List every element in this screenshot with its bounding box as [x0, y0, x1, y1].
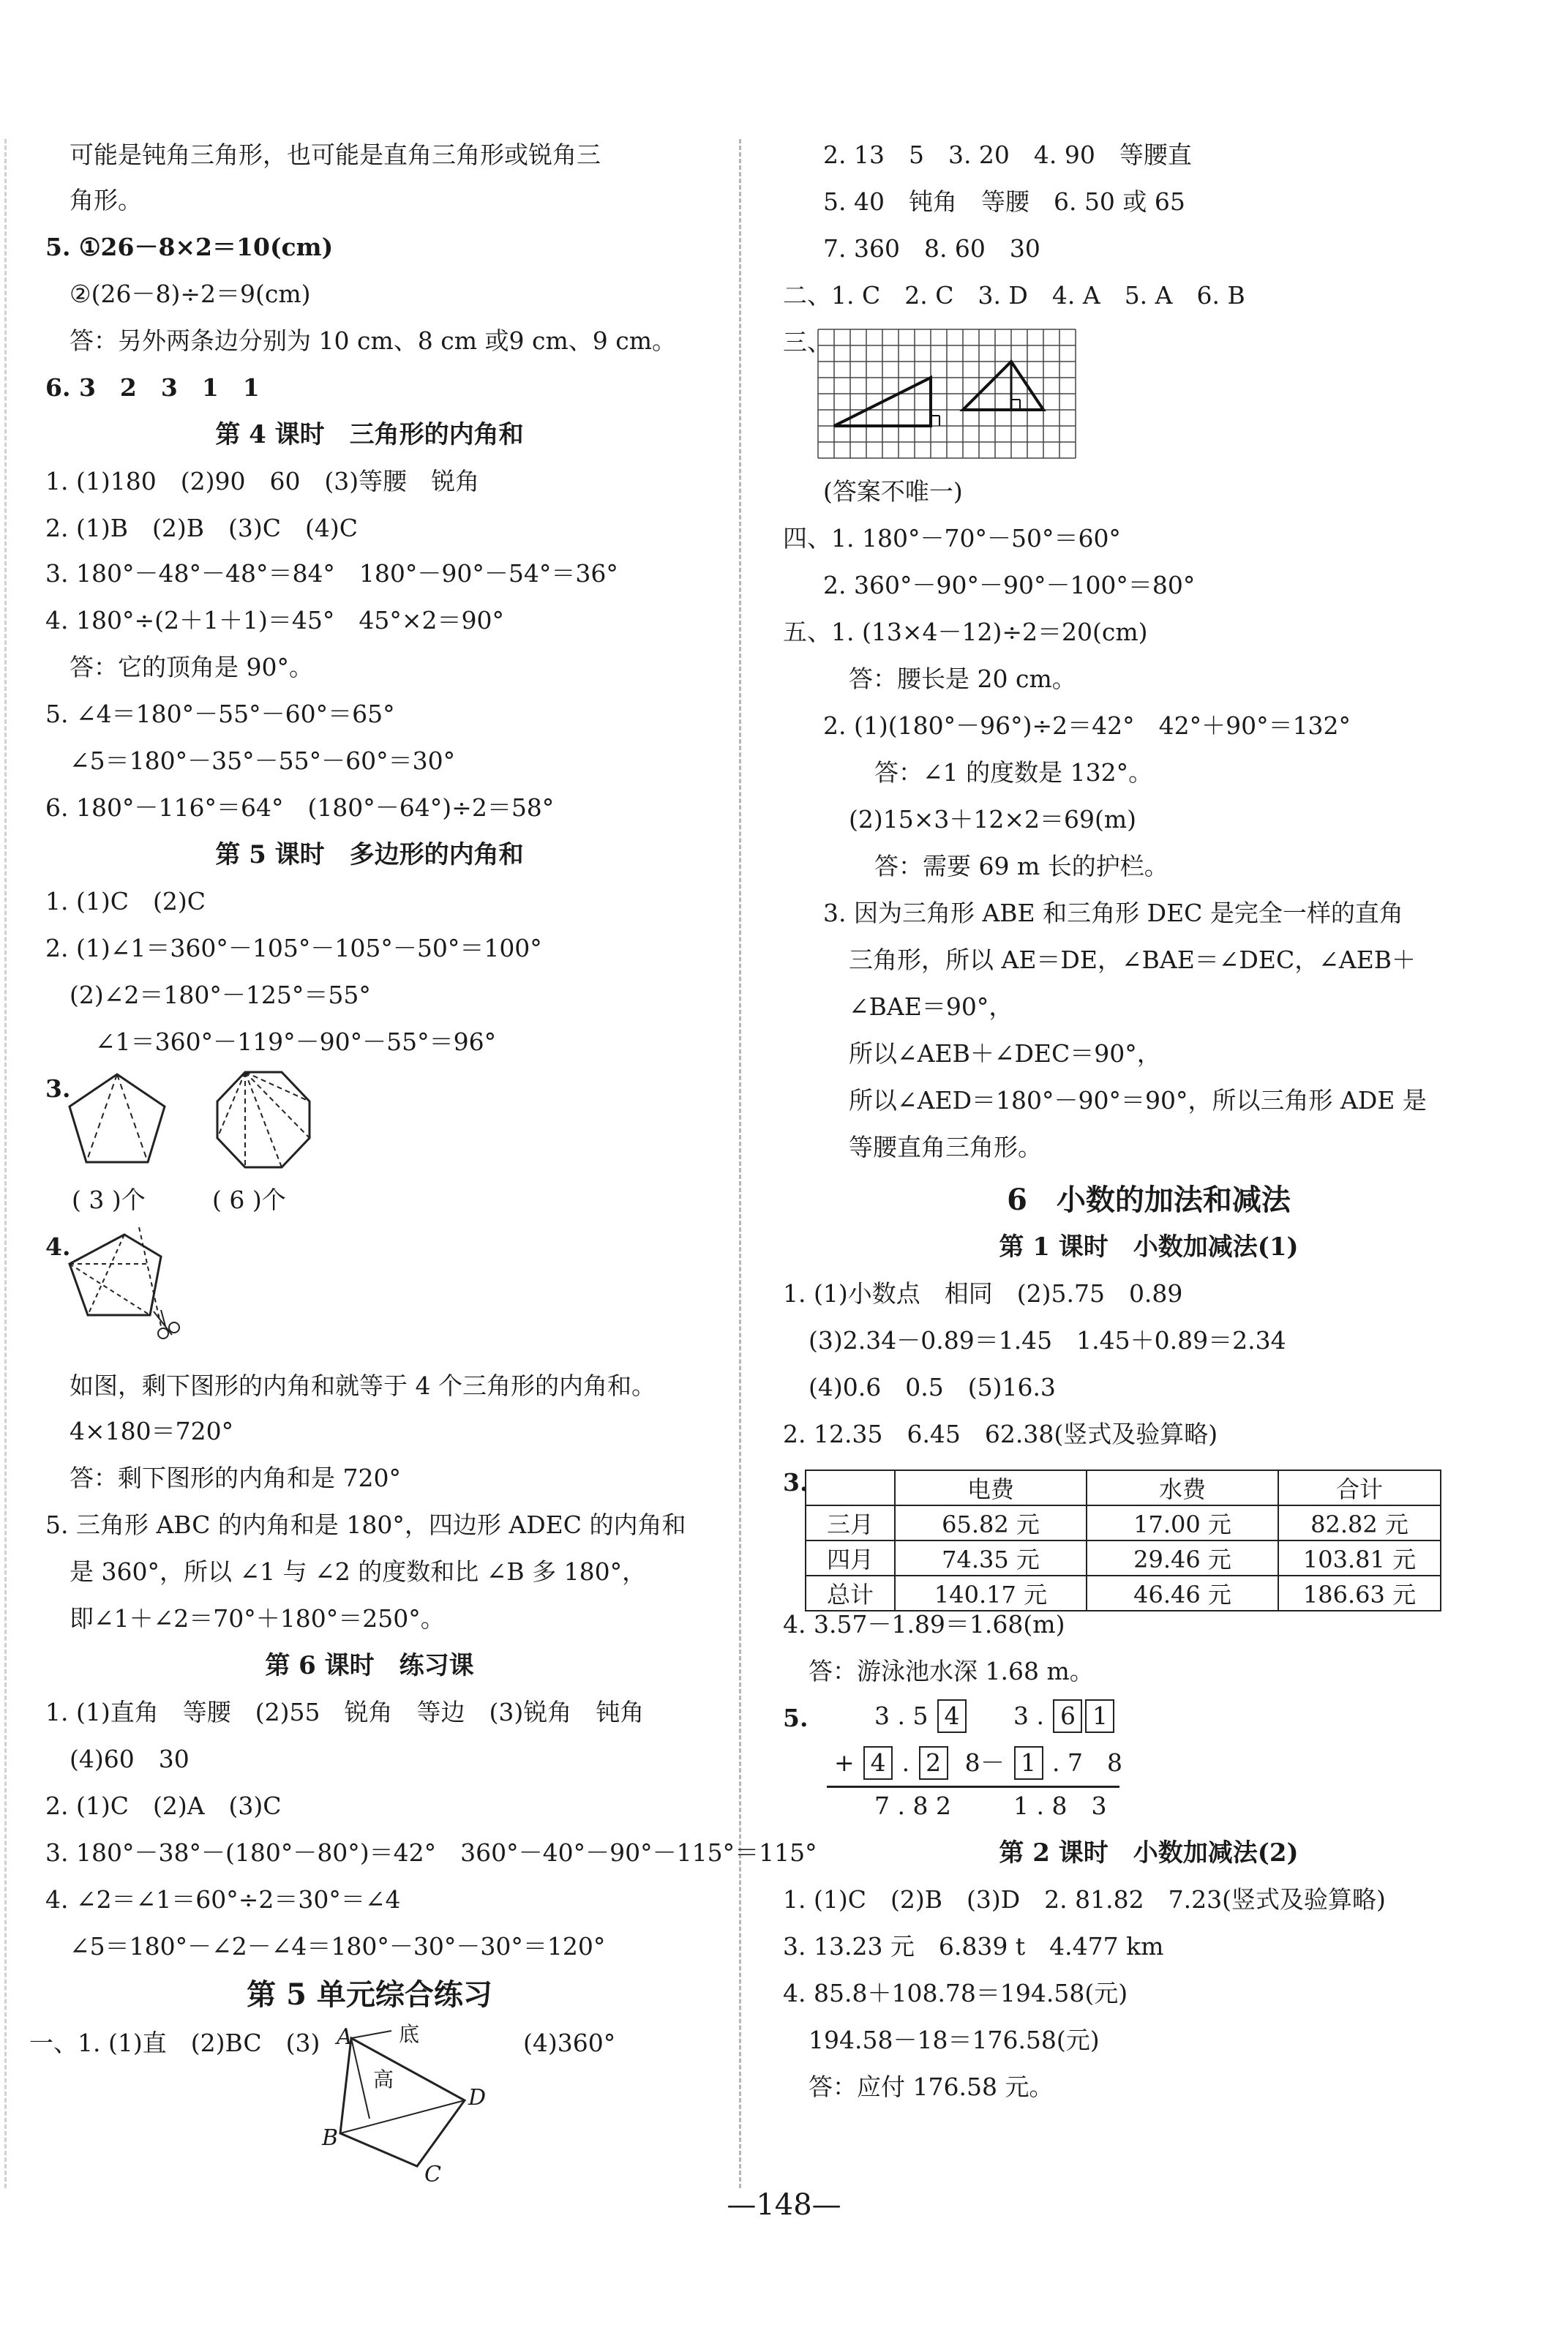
text-line: 即∠1＋∠2＝70°＋180°＝250°。: [70, 1604, 445, 1633]
page-number: —148—: [727, 2188, 841, 2222]
text-line: 四、1. 180°－70°－50°＝60°: [783, 524, 1121, 553]
text-line: (2)∠2＝180°－125°＝55°: [70, 981, 371, 1009]
text-line: 6. 3 2 3 1 1: [45, 373, 260, 402]
table-cell: 水费: [1087, 1470, 1278, 1505]
table-row: [806, 1541, 1441, 1576]
text-line: ∠1＝360°－119°－90°－55°＝96°: [95, 1027, 497, 1056]
text-line: 角形。: [70, 186, 142, 214]
text-line: 5. 三角形 ABC 的内角和是 180°，四边形 ADEC 的内角和: [45, 1510, 686, 1539]
scissors-icon: [158, 1328, 168, 1339]
text-line: 4.: [45, 1232, 71, 1261]
result: 1 . 8 3: [1013, 1792, 1107, 1820]
table-cell: 四月: [806, 1541, 895, 1576]
text-line: 2. 12.35 6.45 62.38(竖式及验算略): [783, 1420, 1218, 1448]
grid-triangles-figure: [818, 329, 1076, 458]
point-label: 高: [373, 2067, 394, 2092]
point-label: B: [322, 2125, 339, 2151]
text-line: 所以∠AED＝180°－90°＝90°，所以三角形 ADE 是: [849, 1086, 1427, 1115]
answer-box: 6: [1053, 1699, 1082, 1733]
text-line: 4. 3.57－1.89＝1.68(m): [783, 1610, 1065, 1639]
table-cell: 三月: [806, 1505, 895, 1541]
text-line: 可能是钝角三角形，也可能是直角三角形或锐角三: [70, 141, 601, 169]
unit-review-heading: 第 5 单元综合练习: [247, 1977, 492, 2012]
table-header-row: [806, 1470, 1441, 1505]
lesson-heading: 第 1 课时 小数加减法(1): [999, 1232, 1299, 1262]
text-line: 2. (1)∠1＝360°－105°－105°－50°＝100°: [45, 934, 542, 962]
table-cell: 总计: [806, 1576, 895, 1611]
difference-line: [973, 1786, 1119, 1788]
answer-box: 4: [863, 1746, 893, 1780]
text-line: ②(26－8)÷2＝9(cm): [70, 280, 311, 308]
answer-box: 1: [1085, 1699, 1114, 1733]
text-line: 6. 180°－116°＝64° (180°－64°)÷2＝58°: [45, 793, 555, 822]
table-cell: 140.17 元: [895, 1576, 1087, 1611]
text-line: 4. 180°÷(2＋1＋1)＝45° 45°×2＝90°: [45, 606, 504, 634]
text-line: 4. ∠2＝∠1＝60°÷2＝30°＝∠4: [45, 1885, 401, 1914]
text-line: 三角形，所以 AE＝DE，∠BAE＝∠DEC，∠AEB＋: [849, 946, 1417, 974]
text-line: ∠BAE＝90°，: [849, 992, 1013, 1021]
point-label: 底: [399, 2022, 420, 2046]
answer-box: 4: [937, 1699, 967, 1733]
digit: 5: [912, 1702, 929, 1730]
text-line: (答案不唯一): [823, 477, 963, 506]
text-line: 3. 180°－38°－(180°－80°)＝42° 360°－40°－90°－115°＝115°: [45, 1838, 817, 1867]
table-cell: [806, 1470, 895, 1505]
text-line: 3.: [45, 1074, 71, 1103]
table-cell: 82.82 元: [1278, 1505, 1441, 1541]
text-line: 5.: [783, 1704, 809, 1732]
text-line: (2)15×3＋12×2＝69(m): [849, 805, 1137, 834]
point-label: C: [424, 2162, 441, 2187]
text-line: 2. (1)B (2)B (3)C (4)C: [45, 514, 358, 542]
table-cell: 74.35 元: [895, 1541, 1087, 1576]
cut-pentagon-figure: [66, 1224, 212, 1348]
text-line: 如图，剩下图形的内角和就等于 4 个三角形的内角和。: [70, 1371, 656, 1400]
digit: .: [897, 1702, 905, 1730]
table-cell: 103.81 元: [1278, 1541, 1441, 1576]
sum-line: [827, 1786, 973, 1788]
text-line: 二、1. C 2. C 3. D 4. A 5. A 6. B: [783, 281, 1245, 310]
table-cell: 29.46 元: [1087, 1541, 1278, 1576]
text-line: (3)2.34－0.89＝1.45 1.45＋0.89＝2.34: [809, 1326, 1286, 1355]
point-label: D: [468, 2085, 487, 2111]
answer-box: 2: [919, 1746, 948, 1780]
text-line: 2. 360°－90°－90°－100°＝80°: [823, 571, 1196, 599]
text-line: 1. (1)直角 等腰 (2)55 锐角 等边 (3)锐角 钝角: [45, 1698, 645, 1726]
text-line: 答：另外两条边分别为 10 cm、8 cm 或9 cm、9 cm。: [70, 326, 677, 355]
text-line: 2. (1)C (2)A (3)C: [45, 1792, 282, 1820]
lesson-heading: 第 5 课时 多边形的内角和: [215, 840, 524, 869]
unit-title: 6 小数的加法和减法: [1007, 1183, 1291, 1217]
operator: －: [980, 1748, 1005, 1777]
text-line: 1. (1)小数点 相同 (2)5.75 0.89: [783, 1279, 1183, 1308]
text-line: (4)60 30: [70, 1745, 190, 1773]
text-line: 答：∠1 的度数是 132°。: [874, 758, 1153, 787]
text-line: 一、1. (1)直 (2)BC (3): [29, 2029, 320, 2057]
text-line: (4)0.6 0.5 (5)16.3: [809, 1373, 1056, 1401]
table-cell: 65.82 元: [895, 1505, 1087, 1541]
text-line: 3. 180°－48°－48°＝84° 180°－90°－54°＝36°: [45, 559, 618, 588]
octagon-count: ( 6 )个: [212, 1186, 286, 1214]
text-line: 1. (1)C (2)B (3)D 2. 81.82 7.23(竖式及验算略): [783, 1885, 1386, 1914]
text-line: 4. 85.8＋108.78＝194.58(元): [783, 1979, 1128, 2007]
text-line: 答：剩下图形的内角和是 720°: [70, 1464, 401, 1492]
text-line: 答：腰长是 20 cm。: [849, 665, 1076, 693]
digit: . 7 8: [1052, 1748, 1122, 1777]
table-cell: 电费: [895, 1470, 1087, 1505]
text-line: 5. ∠4＝180°－55°－60°＝65°: [45, 700, 395, 728]
text-line: 4×180＝720°: [70, 1417, 234, 1445]
text-line: 等腰直角三角形。: [849, 1133, 1042, 1161]
text-line: 1. (1)180 (2)90 60 (3)等腰 锐角: [45, 467, 480, 495]
lesson-heading: 第 2 课时 小数加减法(2): [999, 1838, 1299, 1868]
text-line: 所以∠AEB＋∠DEC＝90°，: [849, 1039, 1161, 1068]
operator: +: [834, 1748, 855, 1777]
table-cell: 合计: [1278, 1470, 1441, 1505]
text-line: 答：需要 69 m 长的护栏。: [874, 852, 1169, 880]
text-line: 2. (1)(180°－96°)÷2＝42° 42°＋90°＝132°: [823, 711, 1351, 740]
octagon-diagonals-figure: [209, 1068, 318, 1178]
table-cell: 186.63 元: [1278, 1576, 1441, 1611]
lesson-heading: 第 4 课时 三角形的内角和: [215, 420, 524, 449]
text-line: 是 360°，所以 ∠1 与 ∠2 的度数和比 ∠B 多 180°，: [70, 1557, 647, 1586]
fee-table: [805, 1470, 1441, 1611]
text-line: 3.: [783, 1468, 809, 1497]
text-line: 3. 因为三角形 ABE 和三角形 DEC 是完全一样的直角: [823, 899, 1403, 927]
text-line: 1. (1)C (2)C: [45, 887, 206, 916]
text-line: 答：它的顶角是 90°。: [70, 653, 313, 681]
result: 7 . 8 2: [874, 1792, 951, 1820]
text-line: 三、: [783, 328, 831, 356]
text-line: 3. 13.23 元 6.839 t 4.477 km: [783, 1932, 1164, 1961]
table-row: [806, 1576, 1441, 1611]
text-line: ∠5＝180°－35°－55°－60°＝30°: [70, 746, 456, 775]
text-line: 7. 360 8. 60 30: [823, 234, 1040, 263]
text-line: 5. 40 钝角 等腰 6. 50 或 65: [823, 187, 1185, 216]
point-label: A: [337, 2024, 353, 2050]
lesson-heading: 第 6 课时 练习课: [265, 1651, 474, 1680]
table-cell: 17.00 元: [1087, 1505, 1278, 1541]
table-cell: 46.46 元: [1087, 1576, 1278, 1611]
text-line: 194.58－18＝176.58(元): [809, 2026, 1100, 2054]
answer-box: 1: [1014, 1746, 1043, 1780]
pentagon-count: ( 3 )个: [72, 1186, 146, 1214]
text-line: 2. 13 5 3. 20 4. 90 等腰直: [823, 141, 1192, 169]
text-line: 答：游泳池水深 1.68 m。: [809, 1657, 1094, 1685]
digit: 3: [874, 1702, 890, 1730]
digit: 8: [964, 1748, 980, 1777]
column-divider: [739, 139, 741, 2188]
table-row: [806, 1505, 1441, 1541]
text-line: ∠5＝180°－∠2－∠4＝180°－30°－30°＝120°: [70, 1932, 606, 1961]
text-line: 答：应付 176.58 元。: [809, 2073, 1054, 2101]
pentagon-diagonals-figure: [66, 1068, 176, 1171]
text-line: 5. ①26－8×2＝10(cm): [45, 233, 334, 261]
digit: 3 .: [1013, 1702, 1044, 1730]
text-line: (4)360°: [523, 2029, 616, 2057]
text-line: 五、1. (13×4－12)÷2＝20(cm): [783, 618, 1148, 646]
